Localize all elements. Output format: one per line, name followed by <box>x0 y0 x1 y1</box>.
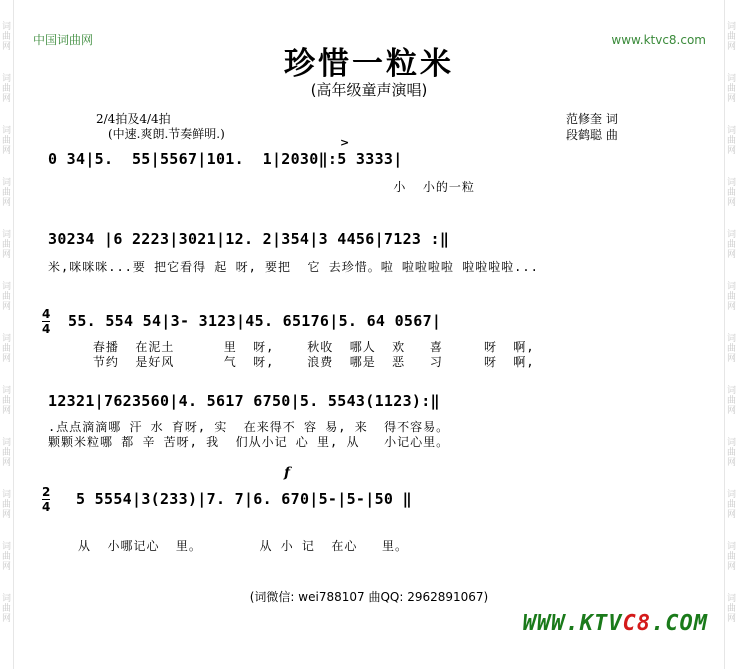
margin-watermark-glyph: 词 <box>726 490 736 500</box>
margin-watermark-glyph: 词 <box>1 178 11 188</box>
margin-watermark-glyph: 曲 <box>726 32 736 42</box>
margin-watermark-glyph: 网 <box>1 42 11 52</box>
margin-watermark-glyph: 网 <box>726 42 736 52</box>
right-margin-watermark-strip <box>724 0 738 669</box>
margin-watermark-glyph: 网 <box>1 562 11 572</box>
margin-watermark-glyph: 词 <box>726 542 736 552</box>
margin-watermark-glyph: 词 <box>726 438 736 448</box>
time-signature-top: 2 <box>42 485 51 499</box>
margin-watermark-glyph: 曲 <box>726 396 736 406</box>
meter-text: 2/4拍及4/4拍 <box>96 112 171 126</box>
time-signature-bottom: 4 <box>42 500 51 514</box>
margin-watermark-glyph: 网 <box>726 302 736 312</box>
margin-watermark-glyph: 网 <box>1 94 11 104</box>
margin-watermark-glyph: 曲 <box>726 136 736 146</box>
dynamic-marking: f <box>284 465 291 481</box>
margin-watermark-glyph: 词 <box>726 230 736 240</box>
margin-watermark-glyph: 词 <box>1 490 11 500</box>
margin-watermark-glyph: 网 <box>1 458 11 468</box>
notation-row: 55. 554 54|3- 3123|45. 65176|5. 64 0567| <box>68 312 442 330</box>
margin-watermark-glyph: 曲 <box>1 136 11 146</box>
lyric-row-verse-1: 春播 在泥土 里 呀, 秋收 哪人 欢 喜 呀 啊, <box>60 340 535 354</box>
margin-watermark-glyph: 曲 <box>1 552 11 562</box>
margin-watermark-glyph: 词 <box>726 386 736 396</box>
notation-row: 5 5554|3(233)|7. 7|6. 670|5-|5-|50 ‖ <box>76 490 412 508</box>
notation-row: 12321|7623560|4. 5617 6750|5. 5543(1123):‖ <box>48 392 440 410</box>
margin-watermark-glyph: 词 <box>1 438 11 448</box>
song-title: 珍惜一粒米 <box>284 46 454 82</box>
margin-watermark-glyph: 曲 <box>1 604 11 614</box>
margin-watermark-glyph: 曲 <box>726 500 736 510</box>
score-line-1 <box>48 136 684 194</box>
time-signature-bottom: 4 <box>42 322 51 336</box>
lyric-row-verse-2: 颗颗米粒哪 都 辛 苦呀, 我 们从小记 心 里, 从 小记心里。 <box>48 435 450 449</box>
time-signature <box>42 308 50 335</box>
margin-watermark-glyph: 词 <box>726 178 736 188</box>
margin-watermark-glyph: 曲 <box>726 448 736 458</box>
margin-watermark-glyph: 网 <box>726 354 736 364</box>
margin-watermark-glyph: 网 <box>726 406 736 416</box>
margin-watermark-glyph: 词 <box>1 334 11 344</box>
margin-watermark-glyph: 曲 <box>726 188 736 198</box>
watermark-part-a: WWW.KTV <box>522 611 623 636</box>
margin-watermark-glyph: 网 <box>1 146 11 156</box>
margin-watermark-glyph: 曲 <box>1 84 11 94</box>
margin-watermark-glyph: 词 <box>726 22 736 32</box>
margin-watermark-glyph: 网 <box>726 146 736 156</box>
margin-watermark-glyph: 网 <box>1 406 11 416</box>
margin-watermark-glyph: 词 <box>726 74 736 84</box>
margin-watermark-glyph: 曲 <box>726 604 736 614</box>
contact-footer: (词微信: wei788107 曲QQ: 2962891067) <box>249 590 489 604</box>
lyric-row: 小 小的一粒 <box>48 180 475 194</box>
score-line-5 <box>42 465 684 553</box>
margin-watermark-glyph: 网 <box>726 510 736 520</box>
site-name-label: 中国词曲网 <box>33 33 94 47</box>
score-line-3 <box>42 307 684 372</box>
margin-watermark-glyph: 曲 <box>726 292 736 302</box>
notation-row: 0 34|5. 55|5567|101. 1|2030‖:5 3333| <box>48 150 403 168</box>
margin-watermark-glyph: 词 <box>1 282 11 292</box>
margin-watermark-glyph: 词 <box>726 126 736 136</box>
margin-watermark-glyph: 网 <box>726 94 736 104</box>
margin-watermark-glyph: 网 <box>726 458 736 468</box>
tempo-text: (中速.爽朗.节奏鲜明.) <box>108 127 225 141</box>
margin-watermark-glyph: 曲 <box>726 240 736 250</box>
composer-credit: 段鹤聪 曲 <box>566 128 618 142</box>
margin-watermark-glyph: 曲 <box>1 500 11 510</box>
margin-watermark-glyph: 曲 <box>1 396 11 406</box>
lyric-row: 从 小哪记心 里。 从 小 记 在心 里。 <box>78 539 409 553</box>
margin-watermark-glyph: 网 <box>1 354 11 364</box>
margin-watermark-glyph: 网 <box>726 614 736 624</box>
margin-watermark-glyph: 词 <box>1 542 11 552</box>
margin-watermark-glyph: 网 <box>1 198 11 208</box>
time-signature <box>42 486 50 513</box>
margin-watermark-glyph: 曲 <box>1 240 11 250</box>
margin-watermark-glyph: 曲 <box>1 32 11 42</box>
margin-watermark-glyph: 词 <box>726 334 736 344</box>
lyric-row: 米,咪咪咪...要 把它看得 起 呀, 要把 它 去珍惜。啦 啦啦啦啦 啦啦啦啦... <box>48 260 539 274</box>
margin-watermark-glyph: 曲 <box>1 344 11 354</box>
margin-watermark-glyph: 网 <box>1 250 11 260</box>
margin-watermark-glyph: 词 <box>726 282 736 292</box>
song-subtitle: (高年级童声演唱) <box>310 81 428 99</box>
score-line-4 <box>48 392 684 452</box>
site-watermark-logo <box>523 611 708 636</box>
margin-watermark-glyph: 词 <box>1 22 11 32</box>
margin-watermark-glyph: 曲 <box>726 344 736 354</box>
notation-row: 30234 |6 2223|3021|12. 2|354|3 4456|7123 :‖ <box>48 230 450 248</box>
margin-watermark-glyph: 网 <box>1 614 11 624</box>
margin-watermark-glyph: 词 <box>1 230 11 240</box>
watermark-part-b: C8 <box>622 611 652 636</box>
margin-watermark-glyph: 曲 <box>726 552 736 562</box>
margin-watermark-glyph: 词 <box>1 74 11 84</box>
left-margin-watermark-strip <box>0 0 14 669</box>
margin-watermark-glyph: 网 <box>1 302 11 312</box>
margin-watermark-glyph: 曲 <box>1 188 11 198</box>
margin-watermark-glyph: 词 <box>1 386 11 396</box>
lyricist-credit: 范修奎 词 <box>566 112 618 126</box>
margin-watermark-glyph: 词 <box>1 126 11 136</box>
margin-watermark-glyph: 网 <box>726 198 736 208</box>
watermark-part-c: .COM <box>651 611 708 636</box>
margin-watermark-glyph: 网 <box>726 562 736 572</box>
margin-watermark-glyph: 网 <box>726 250 736 260</box>
time-signature-top: 4 <box>42 307 51 321</box>
margin-watermark-glyph: 网 <box>1 510 11 520</box>
margin-watermark-glyph: 词 <box>726 594 736 604</box>
lyric-row-verse-2: 节约 是好风 气 呀, 浪费 哪是 恶 习 呀 啊, <box>60 355 535 369</box>
lyric-row-verse-1: .点点滴滴哪 汗 水 育呀, 实 在来得不 容 易, 来 得不容易。 <box>48 420 450 434</box>
margin-watermark-glyph: 曲 <box>726 84 736 94</box>
site-url-label: www.ktvc8.com <box>611 33 706 47</box>
margin-watermark-glyph: 曲 <box>1 292 11 302</box>
margin-watermark-glyph: 词 <box>1 594 11 604</box>
accent-mark: > <box>340 136 350 149</box>
margin-watermark-glyph: 曲 <box>1 448 11 458</box>
score-line-2 <box>48 230 684 274</box>
